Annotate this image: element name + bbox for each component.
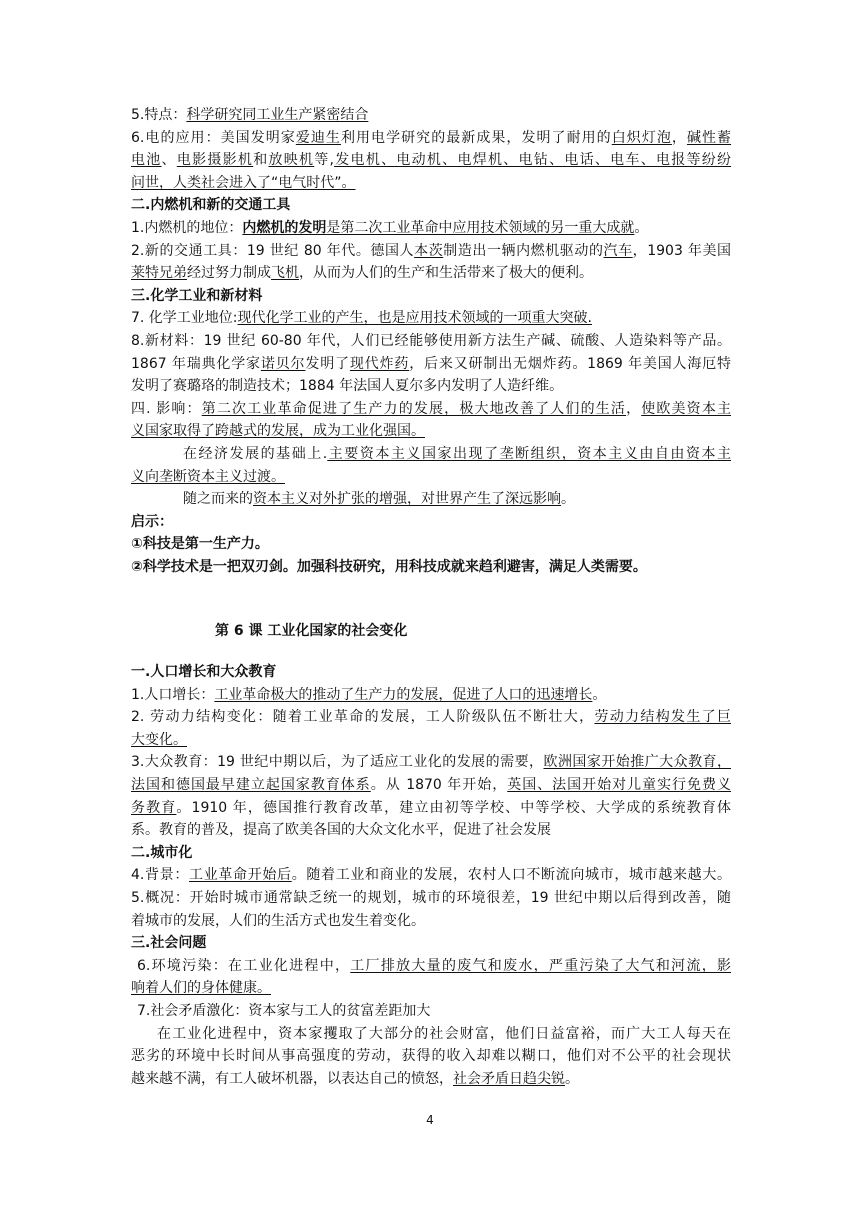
text-line: ①科技是第一生产力。	[131, 536, 269, 553]
text-line	[131, 420, 731, 443]
underlined-text: 义国家取得了跨越式的发展，成为工业化强国。	[131, 423, 425, 440]
underlined-text: 爱迪生	[295, 129, 341, 146]
underlined-text: 响着人们的身体健康。	[131, 980, 271, 997]
underlined-text: 现代化学工业的产生，也是应用技术领域的一项重大突破.	[237, 310, 592, 327]
text-run: 7. 化学工业地位:	[131, 310, 238, 327]
text-line	[131, 751, 731, 774]
text-line	[131, 172, 731, 195]
text-run: ，1903 年美国	[632, 242, 732, 259]
text-line	[131, 240, 731, 263]
text-line	[131, 262, 731, 285]
text-line	[131, 729, 731, 752]
text-run: 等,	[314, 152, 335, 169]
text-run: 3.大众教育：19 世纪中期以后，为了适应工业化的发展的需要，	[131, 754, 544, 771]
text-run: 1867 年瑞典化学家	[131, 355, 261, 372]
text-line	[131, 127, 731, 150]
text-run: 6.环境污染：在工业化进程中，	[137, 957, 351, 974]
text-line	[131, 443, 731, 466]
underlined-text: 社会矛盾日趋尖锐	[453, 1070, 565, 1087]
text-run: 。	[561, 491, 575, 508]
underlined-text: 电池	[131, 152, 162, 169]
underlined-text: 问世，人类社会进入了“电气时代”。	[131, 174, 356, 191]
text-run: 1.人口增长：	[131, 686, 215, 703]
text-run: 发明了	[305, 355, 350, 372]
text-run: 利用电学研究的最新成果，发明了耐用的	[340, 129, 612, 146]
text-run: 制造出一辆内燃机驱动的	[443, 242, 604, 259]
text-run: 四. 影响：	[131, 400, 202, 417]
underlined-text: 莱特兄弟	[131, 265, 187, 282]
spacer	[131, 643, 731, 661]
underlined-text: 主要资本主义国家出现了垄断组织，资本主义由自由资本主	[327, 445, 732, 462]
section-heading: 二.城市化	[131, 844, 193, 861]
spacer	[131, 578, 731, 620]
underlined-text: 发电机、电动机、电焊机、电钻、电话、电车、电报等纷纷	[334, 152, 732, 169]
text-line	[131, 307, 731, 330]
underlined-text: 工业革命极大的推动了生产力的发展，促进了人口的迅速增长	[214, 686, 593, 703]
text-line: 5.概况：开始时城市通常缺乏统一的规划，城市的环境很差，19 世纪中期以后得到改善，随	[131, 890, 731, 906]
text-line	[131, 149, 731, 172]
text-line: 在工业化进程中，资本家攫取了大部分的社会财富，他们日益富裕，而广大工人每天在	[157, 1025, 731, 1042]
text-run: 。	[592, 686, 607, 703]
text-run: 。	[634, 219, 649, 236]
section-heading: 一.人口增长和大众教育	[131, 664, 277, 681]
text-line	[131, 398, 731, 421]
section-heading: 二.内燃机和新的交通工具	[131, 197, 291, 214]
text-line	[131, 1068, 731, 1091]
section-heading: 三.社会问题	[131, 935, 207, 952]
text-line: 8.新材料：19 世纪 60-80 年代，人们已经能够使用新方法生产碱、硫酸、人造染料等产品。	[131, 332, 731, 349]
text-line	[131, 977, 731, 1000]
text-run: ，从而为人们的生产和生活带来了极大的便利。	[299, 265, 593, 282]
underlined-text: 工厂排放大量的废气和废水，严重污染了大气和河流，影	[350, 957, 732, 974]
text-run: 2. 劳动力结构变化：随着工业革命的发展，工人阶级队伍不断壮大，	[131, 709, 595, 726]
underlined-text: 劳动力结构发生了巨	[594, 709, 732, 726]
underlined-text: 汽车	[603, 242, 633, 259]
text-run: 2.新的交通工具：19 世纪 80 年代。德国人	[131, 242, 415, 259]
text-run: 6.电的应用：美国发明家	[131, 129, 296, 146]
text-run: 。	[565, 1070, 579, 1087]
text-line	[131, 684, 731, 707]
text-run: 。随着工业和商业的发展，农村人口不断流向城市，城市越来越大。	[291, 867, 732, 884]
text-run: ，	[671, 129, 687, 146]
text-line	[131, 955, 731, 978]
text-run: 和	[253, 152, 269, 169]
underlined-text: 欧洲国家开始推广大众教育，	[543, 754, 731, 771]
underlined-text: 法国和德国最早建立起国家教育体系	[131, 777, 371, 794]
text-line: 7.社会矛盾激化：资本家与工人的贫富差距加大	[137, 1002, 431, 1019]
text-line: 系。教育的普及，提高了欧美各国的大众文化水平，促进了社会发展	[131, 822, 551, 839]
underlined-text: 内燃机的发明	[242, 219, 327, 236]
lesson-title: 第 6 课 工业化国家的社会变化	[215, 623, 408, 640]
text-line	[131, 353, 731, 376]
text-run: 。从 1870 年开始，	[370, 777, 508, 794]
text-line: ②科学技术是一把双刃剑。加强科技研究，用科技成就来趋利避害，满足人类需要。	[131, 558, 647, 575]
underlined-text: 白炽灯泡	[611, 129, 672, 146]
underlined-text: 碱性蓄	[686, 129, 732, 146]
page-content	[131, 104, 731, 1090]
underlined-text: 诺贝尔	[260, 355, 306, 372]
text-line: 发明了赛璐珞的制造技术；1884 年法国人夏尔多内发明了人造纤维。	[131, 378, 564, 395]
text-run: 随之而来的	[183, 491, 253, 508]
section-heading: 三.化学工业和新材料	[131, 287, 263, 304]
underlined-text: 飞机	[271, 265, 299, 282]
text-line	[131, 488, 731, 511]
text-run: 4.背景：	[131, 867, 190, 884]
underlined-text: 资本主义对外扩张的增强，对世界产生了深远影响	[253, 491, 561, 508]
underlined-text: 使欧美资本主	[641, 400, 731, 417]
text-line	[131, 864, 731, 887]
text-run: 、	[161, 152, 177, 169]
text-line	[131, 217, 731, 240]
page-number: 4	[426, 1113, 434, 1127]
text-run: ，后来又研制出无烟炸药。1869 年美国人海厄特	[409, 355, 732, 372]
underlined-text: 电影摄影机	[176, 152, 254, 169]
text-line	[131, 774, 731, 797]
text-run: 。1910 年，德国推行教育改革，建立由初等学校、中等学校、大学成的系统教育体	[176, 799, 732, 816]
text-line: 着城市的发展，人们的生活方式也发生着变化。	[131, 912, 425, 929]
text-run: 在经济发展的基础上.	[183, 445, 328, 462]
text-run: 5.特点：	[131, 107, 187, 123]
text-line	[131, 466, 731, 489]
underlined-text: 现代炸药	[349, 355, 410, 372]
underlined-text: 科学研究同工业生产紧密结合	[186, 107, 369, 123]
text-run: 1.内燃机的地位：	[131, 219, 243, 236]
underlined-text: 义向垄断资本主义过渡。	[131, 468, 285, 485]
section-heading: 启示：	[131, 513, 173, 530]
underlined-text: 是第二次工业革命中应用技术领域的另一重大成就	[326, 219, 635, 236]
text-run: ，	[626, 400, 642, 417]
underlined-text: 工业革命开始后	[189, 867, 292, 884]
underlined-text: 放映机	[268, 152, 315, 169]
text-run: 经过努力制成	[187, 265, 271, 282]
text-line	[131, 104, 731, 127]
underlined-text: 本茨	[414, 242, 444, 259]
underlined-text: 务教育	[131, 799, 177, 816]
text-line	[131, 797, 731, 820]
underlined-text: 英国、法国开始对儿童实行免费义	[507, 777, 732, 794]
text-line	[131, 706, 731, 729]
text-line: 恶劣的环境中长时间从事高强度的劳动，获得的收入却难以糊口，他们对不公平的社会现状	[131, 1048, 731, 1065]
text-run: 越来越不满，有工人破坏机器，以表达自己的愤怒，	[131, 1070, 453, 1087]
underlined-text: 大变化。	[131, 731, 187, 748]
underlined-text: 第二次工业革命促进了生产力的发展，极大地改善了人们的生活	[201, 400, 627, 417]
